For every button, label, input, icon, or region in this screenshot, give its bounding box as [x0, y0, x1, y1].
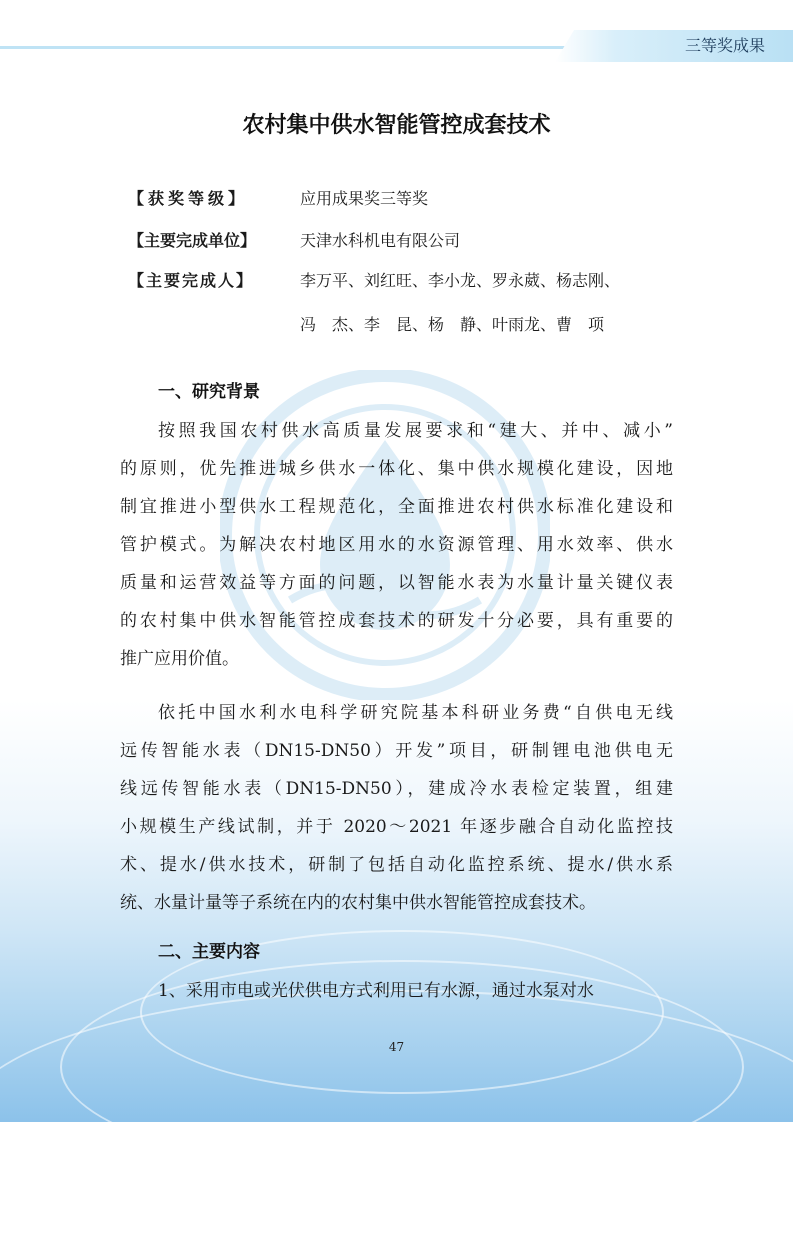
- section-heading-main-content: 二、主要内容: [158, 942, 260, 962]
- paragraph-line: 质量和运营效益等方面的问题，以智能水表为水量计量关键仪表: [120, 573, 673, 593]
- page-title: 农村集中供水智能管控成套技术: [242, 113, 551, 138]
- paragraph-line: 的农村集中供水智能管控成套技术的研发十分必要，具有重要的: [120, 611, 673, 631]
- people-value-line1: 李万平、刘红旺、李小龙、罗永葳、杨志刚、: [300, 271, 621, 290]
- award-label: 【获奖等级】: [128, 189, 249, 208]
- paragraph-line: 管护模式。为解决农村地区用水的水资源管理、用水效率、供水: [120, 535, 673, 555]
- people-label: 【主要完成人】: [128, 271, 255, 290]
- paragraph-line: 制宜推进小型供水工程规范化，全面推进农村供水标准化建设和: [120, 497, 673, 517]
- paragraph-line: 按照我国农村供水高质量发展要求和“建大、并中、减小”: [158, 421, 673, 441]
- people-value-line2: 冯 杰、李 昆、杨 静、叶雨龙、曹 项: [300, 315, 605, 334]
- water-ripple: [0, 990, 793, 1254]
- paragraph-line: 远传智能水表（DN15-DN50）开发”项目，研制锂电池供电无: [120, 741, 673, 761]
- unit-value: 天津水科机电有限公司: [300, 231, 461, 250]
- page-number: 47: [388, 1040, 405, 1054]
- section-heading-background: 一、研究背景: [158, 382, 260, 402]
- section-tag: 三等奖成果: [684, 36, 765, 55]
- paragraph-line: 依托中国水利水电科学研究院基本科研业务费“自供电无线: [158, 703, 673, 723]
- paragraph-line: 推广应用价值。: [120, 649, 239, 669]
- unit-label: 【主要完成单位】: [128, 231, 257, 250]
- paragraph-line: 的原则，优先推进城乡供水一体化、集中供水规模化建设，因地: [120, 459, 673, 479]
- award-value: 应用成果奖三等奖: [300, 189, 429, 208]
- paragraph-line: 统、水量计量等子系统在内的农村集中供水智能管控成套技术。: [120, 893, 596, 913]
- paragraph-line: 1、采用市电或光伏供电方式利用已有水源，通过水泵对水: [158, 981, 594, 1001]
- paragraph-line: 线远传智能水表（DN15-DN50），建成冷水表检定装置，组建: [120, 779, 673, 799]
- paragraph-line: 小规模生产线试制，并于 2020～2021 年逐步融合自动化监控技: [120, 817, 673, 837]
- paragraph-line: 术、提水/供水技术，研制了包括自动化监控系统、提水/供水系: [120, 855, 673, 875]
